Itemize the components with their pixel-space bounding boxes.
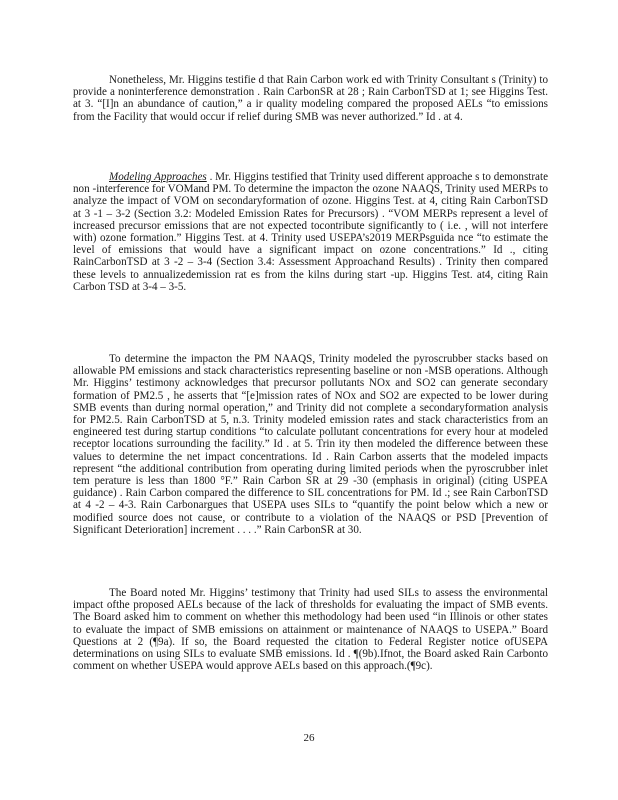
paragraph-nonetheless [73, 74, 548, 123]
paragraph-pm-naaqs [73, 353, 548, 536]
paragraph-3-text: To determine the impacton the PM NAAQS, Trinity modeled the pyroscrubber stacks based on allowable PM emissions and stack characteristics representing baseline or non -MSB operations. Although Mr. Higgins’ testimony acknowledges that precursor pollutants NOx and SO2 can generate secondary formation of PM2.5 , he asserts that “[e]mission rates of NOx and SO2 are expected to be lower during SMB events than during normal operation,” and Trinity did not complete a secondaryformation analysis for PM2.5. Rain CarbonTSD at 5, n.3. Trinity modeled emission rates and stack characteristics from an engineered test during startup conditions “to calculate pollutant concentrations for every hour at modeled receptor locations surrounding the facility.” Id . at 5. Trin ity then modeled the difference between these values to determine the net impact concentrations. Id . Rain Carbon asserts that the modeled impacts represent “the additional contribution from operating during limited periods when the pyroscrubber inlet tem perature is less than 1800 °F.” Rain Carbon SR at 29 -30 (emphasis in original) (citing USPEA guidance) . Rain Carbon compared the difference to SIL concentrations for PM. Id .; see Rain CarbonTSD at 4 -2 – 4-3. Rain Carbonargues that USEPA uses SILs to “quantify the point below which a new or modified source does not cause, or contribute to a violation of the NAAQS or PSD [Prevention of Significant Deterioration] increment . . . .” Rain CarbonSR at 30. [73, 353, 548, 536]
paragraph-board-noted [73, 587, 548, 672]
modeling-approaches-heading: Modeling Approaches [109, 171, 207, 183]
paragraph-1-text: Nonetheless, Mr. Higgins testifie d that Rain Carbon work ed with Trinity Consultant s (Trinity) to provide a noninterference demonstration . Rain CarbonSR at 28 ; Rain CarbonTSD at 1; see Higgins Test. at 3. “[I]n an abundance of caution,” a ir quality modeling compared the proposed AELs “to emissions from the Facility that would occur if relief during SMB was never authorized.” Id . at 4. [73, 74, 548, 123]
paragraph-2-text: . Mr. Higgins testified that Trinity used different approache s to demonstrate non -interference for VOMand PM. To determine the impacton the ozone NAAQS, Trinity used MERPs to analyze the impact of VOM on secondaryformation of ozone. Higgins Test. at 4, citing Rain CarbonTSD at 3 -1 – 3-2 (Section 3.2: Modeled Emission Rates for Precursors) . “VOM MERPs represent a level of increased precursor emissions that are not expected tocontribute significantly to ( i.e. , will not interfere with) ozone formation.” Higgins Test. at 4. Trinity used USEPA’s2019 MERPsguida nce “to estimate the level of emissions that would have a significant impact on ozone concentrations.” Id ., citing RainCarbonTSD at 3 -2 – 3-4 (Section 3.4: Assessment Approachand Results) . Trinity then compared these levels to annualizedemission rat es from the kilns during start -up. Higgins Test. at4, citing Rain Carbon TSD at 3-4 – 3-5. [73, 171, 548, 293]
paragraph-4-text: The Board noted Mr. Higgins’ testimony that Trinity had used SILs to assess the environmental impact ofthe proposed AELs because of the lack of thresholds for evaluating the impact of SMB events. The Board asked him to comment on whether this methodology had been used “in Illinois or other states to evaluate the impact of SMB emissions on attainment or maintenance of NAAQS to USEPA.” Board Questions at 2 (¶9a). If so, the Board requested the citation to Federal Register notice ofUSEPA determinations on using SILs to evaluate SMB emissions. Id . ¶(9b).Ifnot, the Board asked Rain Carbonto comment on whether USEPA would approve AELs based on this approach.(¶9c). [73, 587, 548, 673]
paragraph-modeling-approaches [73, 171, 548, 293]
page-number: 26 [303, 732, 315, 744]
